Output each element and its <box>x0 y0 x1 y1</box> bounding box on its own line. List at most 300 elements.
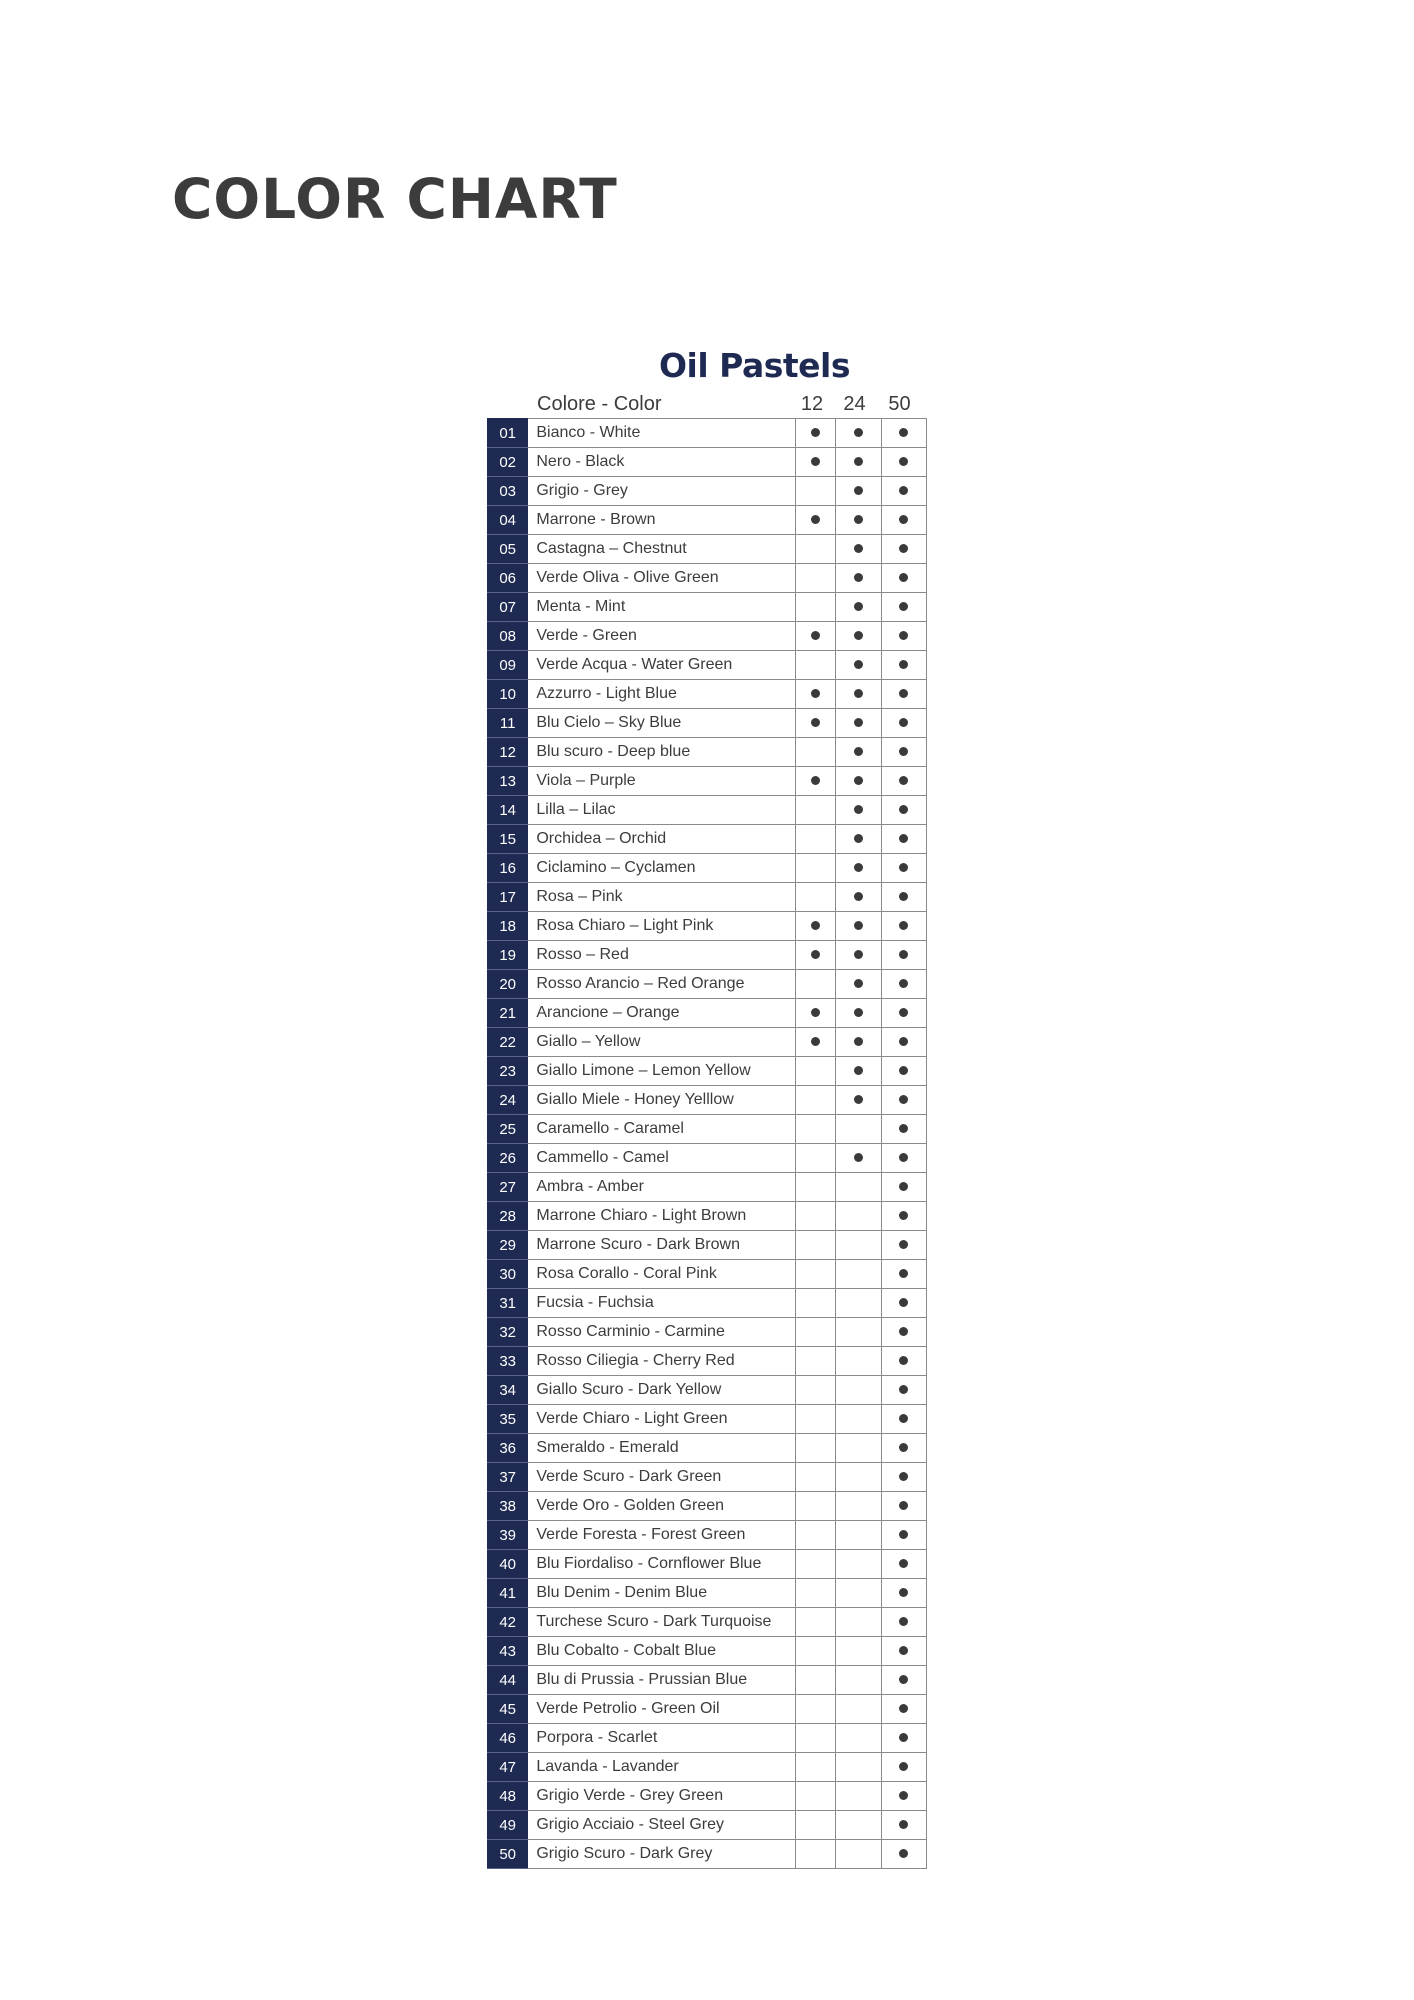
set-12-cell <box>795 1782 835 1811</box>
included-dot-icon <box>854 718 863 727</box>
included-dot-icon <box>899 1791 908 1800</box>
color-number: 35 <box>488 1405 528 1434</box>
table-row <box>488 1231 927 1260</box>
color-name: Grigio Verde - Grey Green <box>528 1782 795 1811</box>
included-dot-icon <box>899 1501 908 1510</box>
set-24-cell <box>836 1202 881 1231</box>
set-24-cell <box>836 1289 881 1318</box>
color-name: Verde Scuro - Dark Green <box>528 1463 795 1492</box>
set-24-cell <box>836 854 881 883</box>
table-row <box>488 1811 927 1840</box>
color-name: Rosso Carminio - Carmine <box>528 1318 795 1347</box>
color-name: Porpora - Scarlet <box>528 1724 795 1753</box>
table-row <box>488 970 927 999</box>
set-12-cell <box>795 1695 835 1724</box>
set-24-cell <box>836 1318 881 1347</box>
set-24-cell <box>836 448 881 477</box>
color-name: Verde Foresta - Forest Green <box>528 1521 795 1550</box>
included-dot-icon <box>899 689 908 698</box>
table-row <box>488 1202 927 1231</box>
included-dot-icon <box>899 602 908 611</box>
included-dot-icon <box>811 1008 820 1017</box>
color-name: Rosa – Pink <box>528 883 795 912</box>
set-12-cell <box>795 1086 835 1115</box>
set-12-cell <box>795 1289 835 1318</box>
included-dot-icon <box>854 776 863 785</box>
color-number: 30 <box>488 1260 528 1289</box>
set-24-cell <box>836 622 881 651</box>
color-number: 37 <box>488 1463 528 1492</box>
color-name: Verde Oliva - Olive Green <box>528 564 795 593</box>
set-12-cell <box>795 999 835 1028</box>
included-dot-icon <box>854 573 863 582</box>
color-number: 46 <box>488 1724 528 1753</box>
set-24-cell <box>836 1811 881 1840</box>
set-12-cell <box>795 1521 835 1550</box>
color-number: 47 <box>488 1753 528 1782</box>
set-24-cell <box>836 970 881 999</box>
color-name: Menta - Mint <box>528 593 795 622</box>
included-dot-icon <box>899 1095 908 1104</box>
included-dot-icon <box>854 979 863 988</box>
set-12-cell <box>795 1260 835 1289</box>
color-number: 06 <box>488 564 528 593</box>
set-24-cell <box>836 535 881 564</box>
set-24-column-header: 24 <box>843 393 866 415</box>
included-dot-icon <box>899 1182 908 1191</box>
set-50-cell <box>881 1753 926 1782</box>
set-12-cell <box>795 1550 835 1579</box>
set-12-cell <box>795 593 835 622</box>
color-name: Rosso Ciliegia - Cherry Red <box>528 1347 795 1376</box>
set-50-cell <box>881 1811 926 1840</box>
included-dot-icon <box>899 863 908 872</box>
color-name: Viola – Purple <box>528 767 795 796</box>
set-12-cell <box>795 680 835 709</box>
color-name: Verde Petrolio - Green Oil <box>528 1695 795 1724</box>
color-name: Blu scuro - Deep blue <box>528 738 795 767</box>
set-24-cell <box>836 1405 881 1434</box>
included-dot-icon <box>899 428 908 437</box>
included-dot-icon <box>899 1704 908 1713</box>
included-dot-icon <box>899 979 908 988</box>
included-dot-icon <box>854 950 863 959</box>
included-dot-icon <box>854 834 863 843</box>
set-24-cell <box>836 506 881 535</box>
included-dot-icon <box>899 1124 908 1133</box>
included-dot-icon <box>899 1414 908 1423</box>
included-dot-icon <box>899 515 908 524</box>
set-50-cell <box>881 999 926 1028</box>
set-24-cell <box>836 651 881 680</box>
set-50-cell <box>881 1260 926 1289</box>
table-row <box>488 1289 927 1318</box>
color-name: Verde Acqua - Water Green <box>528 651 795 680</box>
set-12-cell <box>795 622 835 651</box>
color-number: 16 <box>488 854 528 883</box>
table-row <box>488 564 927 593</box>
color-name: Grigio Scuro - Dark Grey <box>528 1840 795 1869</box>
set-12-cell <box>795 1405 835 1434</box>
set-50-cell <box>881 1550 926 1579</box>
set-12-cell <box>795 1637 835 1666</box>
color-name: Rosso – Red <box>528 941 795 970</box>
included-dot-icon <box>899 573 908 582</box>
included-dot-icon <box>899 1066 908 1075</box>
set-24-cell <box>836 1434 881 1463</box>
included-dot-icon <box>899 1588 908 1597</box>
color-number: 26 <box>488 1144 528 1173</box>
set-12-cell <box>795 941 835 970</box>
included-dot-icon <box>811 950 820 959</box>
included-dot-icon <box>899 892 908 901</box>
set-50-cell <box>881 1405 926 1434</box>
set-24-cell <box>836 680 881 709</box>
included-dot-icon <box>899 1733 908 1742</box>
color-name: Blu Denim - Denim Blue <box>528 1579 795 1608</box>
set-50-cell <box>881 506 926 535</box>
set-12-cell <box>795 1463 835 1492</box>
set-24-cell <box>836 1028 881 1057</box>
set-24-cell <box>836 1376 881 1405</box>
color-number: 02 <box>488 448 528 477</box>
included-dot-icon <box>899 805 908 814</box>
set-12-cell <box>795 1434 835 1463</box>
set-12-cell <box>795 1057 835 1086</box>
set-12-cell <box>795 796 835 825</box>
table-row <box>488 1260 927 1289</box>
set-50-cell <box>881 419 926 448</box>
table-row <box>488 1405 927 1434</box>
included-dot-icon <box>811 921 820 930</box>
table-row <box>488 1608 927 1637</box>
set-24-cell <box>836 1144 881 1173</box>
included-dot-icon <box>899 1675 908 1684</box>
included-dot-icon <box>854 1095 863 1104</box>
set-50-cell <box>881 680 926 709</box>
included-dot-icon <box>854 747 863 756</box>
table-row <box>488 738 927 767</box>
table-row <box>488 651 927 680</box>
set-12-cell <box>795 1579 835 1608</box>
set-24-cell <box>836 1231 881 1260</box>
color-name: Verde - Green <box>528 622 795 651</box>
included-dot-icon <box>899 1356 908 1365</box>
table-row <box>488 419 927 448</box>
set-12-cell <box>795 1231 835 1260</box>
table-row <box>488 680 927 709</box>
included-dot-icon <box>899 718 908 727</box>
table-row <box>488 825 927 854</box>
table-row <box>488 1521 927 1550</box>
set-12-cell <box>795 1840 835 1869</box>
table-row <box>488 1550 927 1579</box>
set-12-cell <box>795 825 835 854</box>
set-50-cell <box>881 1144 926 1173</box>
included-dot-icon <box>899 1269 908 1278</box>
table-row <box>488 1492 927 1521</box>
color-number: 11 <box>488 709 528 738</box>
color-name: Castagna – Chestnut <box>528 535 795 564</box>
set-50-cell <box>881 1057 926 1086</box>
color-number: 08 <box>488 622 528 651</box>
color-number: 27 <box>488 1173 528 1202</box>
included-dot-icon <box>899 1153 908 1162</box>
color-table <box>487 418 927 1869</box>
table-row <box>488 535 927 564</box>
table-row <box>488 1086 927 1115</box>
table-row <box>488 1724 927 1753</box>
table-row <box>488 1318 927 1347</box>
set-50-cell <box>881 1463 926 1492</box>
set-24-cell <box>836 1550 881 1579</box>
set-50-cell <box>881 1115 926 1144</box>
set-50-cell <box>881 1376 926 1405</box>
color-number: 41 <box>488 1579 528 1608</box>
set-24-cell <box>836 593 881 622</box>
set-50-cell <box>881 1028 926 1057</box>
set-12-cell <box>795 709 835 738</box>
set-12-cell <box>795 1492 835 1521</box>
included-dot-icon <box>899 1559 908 1568</box>
table-row <box>488 593 927 622</box>
set-12-cell <box>795 1144 835 1173</box>
table-row <box>488 941 927 970</box>
table-row <box>488 883 927 912</box>
set-12-cell <box>795 1115 835 1144</box>
color-number: 17 <box>488 883 528 912</box>
table-row <box>488 854 927 883</box>
color-number: 13 <box>488 767 528 796</box>
included-dot-icon <box>899 1037 908 1046</box>
color-number: 19 <box>488 941 528 970</box>
color-number: 29 <box>488 1231 528 1260</box>
color-name: Smeraldo - Emerald <box>528 1434 795 1463</box>
set-24-cell <box>836 419 881 448</box>
set-50-cell <box>881 1289 926 1318</box>
color-name: Fucsia - Fuchsia <box>528 1289 795 1318</box>
set-12-cell <box>795 1202 835 1231</box>
color-name: Marrone - Brown <box>528 506 795 535</box>
color-number: 49 <box>488 1811 528 1840</box>
set-50-cell <box>881 883 926 912</box>
included-dot-icon <box>854 486 863 495</box>
set-50-cell <box>881 593 926 622</box>
set-50-cell <box>881 1840 926 1869</box>
included-dot-icon <box>899 1762 908 1771</box>
table-row <box>488 622 927 651</box>
color-number: 09 <box>488 651 528 680</box>
color-number: 23 <box>488 1057 528 1086</box>
included-dot-icon <box>854 544 863 553</box>
chart-title: Oil Pastels <box>659 346 850 385</box>
table-row <box>488 1463 927 1492</box>
set-50-cell <box>881 535 926 564</box>
color-name: Giallo Scuro - Dark Yellow <box>528 1376 795 1405</box>
included-dot-icon <box>854 863 863 872</box>
set-24-cell <box>836 1260 881 1289</box>
table-row <box>488 709 927 738</box>
set-50-cell <box>881 1521 926 1550</box>
set-50-cell <box>881 564 926 593</box>
color-number: 44 <box>488 1666 528 1695</box>
set-50-cell <box>881 796 926 825</box>
included-dot-icon <box>899 1646 908 1655</box>
included-dot-icon <box>899 1443 908 1452</box>
set-50-cell <box>881 825 926 854</box>
color-name: Azzurro - Light Blue <box>528 680 795 709</box>
color-number: 45 <box>488 1695 528 1724</box>
color-name: Turchese Scuro - Dark Turquoise <box>528 1608 795 1637</box>
set-50-cell <box>881 651 926 680</box>
color-number: 21 <box>488 999 528 1028</box>
set-12-cell <box>795 506 835 535</box>
included-dot-icon <box>899 834 908 843</box>
table-header <box>487 388 927 418</box>
table-row <box>488 1579 927 1608</box>
set-12-cell <box>795 477 835 506</box>
set-24-cell <box>836 1666 881 1695</box>
set-12-cell <box>795 854 835 883</box>
set-24-cell <box>836 1724 881 1753</box>
color-number: 04 <box>488 506 528 535</box>
table-row <box>488 448 927 477</box>
color-table-body <box>488 419 927 1869</box>
color-name: Rosa Corallo - Coral Pink <box>528 1260 795 1289</box>
set-24-cell <box>836 941 881 970</box>
included-dot-icon <box>811 718 820 727</box>
color-name: Ciclamino – Cyclamen <box>528 854 795 883</box>
color-chart <box>487 344 927 1869</box>
included-dot-icon <box>899 1849 908 1858</box>
color-number: 32 <box>488 1318 528 1347</box>
color-number: 15 <box>488 825 528 854</box>
color-number: 34 <box>488 1376 528 1405</box>
set-50-cell <box>881 767 926 796</box>
color-number: 12 <box>488 738 528 767</box>
set-24-cell <box>836 1463 881 1492</box>
set-12-cell <box>795 1376 835 1405</box>
color-name: Rosso Arancio – Red Orange <box>528 970 795 999</box>
color-name: Grigio - Grey <box>528 477 795 506</box>
color-number: 31 <box>488 1289 528 1318</box>
table-row <box>488 912 927 941</box>
included-dot-icon <box>899 1298 908 1307</box>
set-12-cell <box>795 1724 835 1753</box>
set-12-cell <box>795 912 835 941</box>
set-50-cell <box>881 1608 926 1637</box>
included-dot-icon <box>854 602 863 611</box>
set-12-cell <box>795 564 835 593</box>
color-number: 07 <box>488 593 528 622</box>
color-number: 18 <box>488 912 528 941</box>
set-24-cell <box>836 564 881 593</box>
set-12-column-header: 12 <box>800 393 824 415</box>
color-name: Blu Fiordaliso - Cornflower Blue <box>528 1550 795 1579</box>
color-column-header: Colore - Color <box>537 393 662 415</box>
included-dot-icon <box>899 921 908 930</box>
included-dot-icon <box>811 1037 820 1046</box>
set-24-cell <box>836 796 881 825</box>
included-dot-icon <box>811 515 820 524</box>
page-title: COLOR CHART <box>172 167 618 231</box>
color-number: 24 <box>488 1086 528 1115</box>
included-dot-icon <box>899 486 908 495</box>
included-dot-icon <box>899 1240 908 1249</box>
set-24-cell <box>836 767 881 796</box>
color-number: 33 <box>488 1347 528 1376</box>
color-number: 28 <box>488 1202 528 1231</box>
set-50-cell <box>881 1666 926 1695</box>
included-dot-icon <box>811 631 820 640</box>
included-dot-icon <box>854 428 863 437</box>
color-number: 14 <box>488 796 528 825</box>
set-50-cell <box>881 912 926 941</box>
set-12-cell <box>795 1028 835 1057</box>
color-number: 38 <box>488 1492 528 1521</box>
table-row <box>488 796 927 825</box>
set-50-cell <box>881 1086 926 1115</box>
set-50-cell <box>881 477 926 506</box>
included-dot-icon <box>899 1008 908 1017</box>
set-50-cell <box>881 970 926 999</box>
table-row <box>488 506 927 535</box>
set-50-cell <box>881 1695 926 1724</box>
color-number: 40 <box>488 1550 528 1579</box>
set-50-cell <box>881 1434 926 1463</box>
table-row <box>488 767 927 796</box>
set-12-cell <box>795 1753 835 1782</box>
set-12-cell <box>795 1608 835 1637</box>
color-name: Verde Oro - Golden Green <box>528 1492 795 1521</box>
set-50-column-header: 50 <box>888 393 911 415</box>
table-row <box>488 1144 927 1173</box>
set-24-cell <box>836 1492 881 1521</box>
set-12-cell <box>795 535 835 564</box>
color-name: Giallo – Yellow <box>528 1028 795 1057</box>
included-dot-icon <box>899 1820 908 1829</box>
set-50-cell <box>881 1782 926 1811</box>
set-50-cell <box>881 448 926 477</box>
included-dot-icon <box>854 1066 863 1075</box>
set-24-cell <box>836 1579 881 1608</box>
color-name: Marrone Scuro - Dark Brown <box>528 1231 795 1260</box>
color-number: 05 <box>488 535 528 564</box>
color-name: Nero - Black <box>528 448 795 477</box>
table-row <box>488 1666 927 1695</box>
color-number: 36 <box>488 1434 528 1463</box>
set-12-cell <box>795 448 835 477</box>
color-name: Marrone Chiaro - Light Brown <box>528 1202 795 1231</box>
included-dot-icon <box>899 660 908 669</box>
color-number: 43 <box>488 1637 528 1666</box>
table-row <box>488 1840 927 1869</box>
included-dot-icon <box>899 1530 908 1539</box>
color-number: 48 <box>488 1782 528 1811</box>
table-row <box>488 477 927 506</box>
set-24-cell <box>836 709 881 738</box>
set-50-cell <box>881 709 926 738</box>
table-row <box>488 999 927 1028</box>
set-24-cell <box>836 1753 881 1782</box>
set-24-cell <box>836 1608 881 1637</box>
included-dot-icon <box>899 1617 908 1626</box>
set-50-cell <box>881 622 926 651</box>
included-dot-icon <box>899 1385 908 1394</box>
set-50-cell <box>881 1724 926 1753</box>
set-24-cell <box>836 1782 881 1811</box>
included-dot-icon <box>899 776 908 785</box>
